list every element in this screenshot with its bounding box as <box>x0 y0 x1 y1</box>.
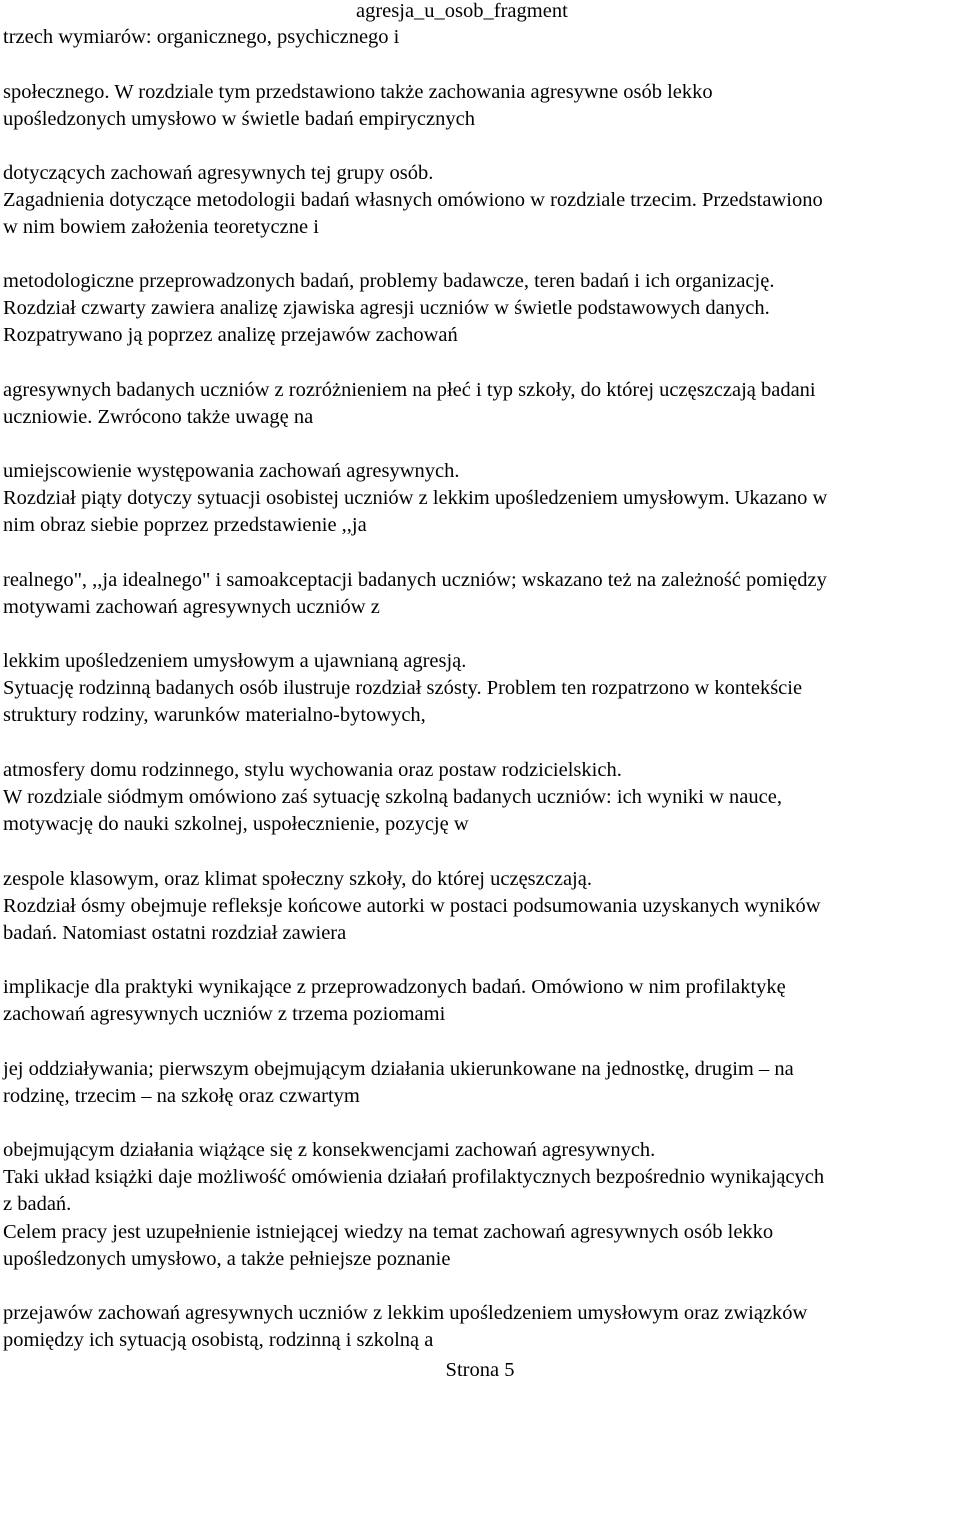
text-line: W rozdziale siódmym omówiono zaś sytuację szkolną badanych uczniów: ich wyniki w nauce, <box>3 786 782 808</box>
text-line: upośledzonych umysłowo w świetle badań empirycznych <box>3 108 475 130</box>
text-line: Rozdział ósmy obejmuje refleksje końcowe autorki w postaci podsumowania uzyskanych wyników <box>3 895 821 917</box>
text-line: Zagadnienia dotyczące metodologii badań własnych omówiono w rozdziale trzecim. Przedstawiono <box>3 189 823 211</box>
text-line: przejawów zachowań agresywnych uczniów z lekkim upośledzeniem umysłowym oraz związków <box>3 1302 808 1324</box>
text-line: upośledzonych umysłowo, a także pełniejsze poznanie <box>3 1248 451 1270</box>
text-line: jej oddziaływania; pierwszym obejmującym działania ukierunkowane na jednostkę, drugim – na <box>3 1058 794 1080</box>
text-line: implikacje dla praktyki wynikające z przeprowadzonych badań. Omówiono w nim profilaktykę <box>3 976 786 998</box>
page-number: Strona 5 <box>445 1359 515 1381</box>
text-line: lekkim upośledzeniem umysłowym a ujawnianą agresją. <box>3 650 467 672</box>
text-line: w nim bowiem założenia teoretyczne i <box>3 216 319 238</box>
text-line: zachowań agresywnych uczniów z trzema poziomami <box>3 1003 446 1025</box>
text-line: uczniowie. Zwrócono także uwagę na <box>3 406 314 428</box>
document-title: agresja_u_osob_fragment <box>356 0 568 22</box>
text-line: rodzinę, trzecim – na szkołę oraz czwartym <box>3 1085 360 1107</box>
text-line: Celem pracy jest uzupełnienie istniejącej wiedzy na temat zachowań agresywnych osób lekko <box>3 1221 774 1243</box>
text-line: motywami zachowań agresywnych uczniów z <box>3 596 380 618</box>
text-line: atmosfery domu rodzinnego, stylu wychowania oraz postaw rodzicielskich. <box>3 759 622 781</box>
text-line: społecznego. W rozdziale tym przedstawiono także zachowania agresywne osób lekko <box>3 81 713 103</box>
text-line: badań. Natomiast ostatni rozdział zawiera <box>3 922 347 944</box>
text-line: z badań. <box>3 1193 72 1215</box>
text-line: pomiędzy ich sytuacją osobistą, rodzinną i szkolną a <box>3 1329 434 1351</box>
document-header <box>0 0 960 24</box>
page-footer <box>0 1357 960 1383</box>
text-line: motywację do nauki szkolnej, uspołecznienie, pozycję w <box>3 813 469 835</box>
text-line: umiejscowienie występowania zachowań agresywnych. <box>3 460 460 482</box>
text-line: trzech wymiarów: organicznego, psychicznego i <box>3 26 400 48</box>
text-line: obejmującym działania wiążące się z konsekwencjami zachowań agresywnych. <box>3 1139 656 1161</box>
text-line: metodologiczne przeprowadzonych badań, problemy badawcze, teren badań i ich organizację. <box>3 270 775 292</box>
text-line: Sytuację rodzinną badanych osób ilustruje rozdział szósty. Problem ten rozpatrzono w kontekście <box>3 677 803 699</box>
text-line: Rozdział piąty dotyczy sytuacji osobistej uczniów z lekkim upośledzeniem umysłowym. Ukazano w <box>3 487 828 509</box>
text-line: struktury rodziny, warunków materialno-bytowych, <box>3 704 426 726</box>
text-line: Rozdział czwarty zawiera analizę zjawiska agresji uczniów w świetle podstawowych danych. <box>3 297 770 319</box>
text-line: dotyczących zachowań agresywnych tej grupy osób. <box>3 162 434 184</box>
text-line: zespole klasowym, oraz klimat społeczny szkoły, do której uczęszczają. <box>3 868 592 890</box>
text-line: realnego", ,,ja idealnego" i samoakceptacji badanych uczniów; wskazano też na zależność pomiędzy <box>3 569 827 591</box>
text-line: nim obraz siebie poprzez przedstawienie ,,ja <box>3 514 367 536</box>
text-line: agresywnych badanych uczniów z rozróżnieniem na płeć i typ szkoły, do której uczęszczają badani <box>3 379 816 401</box>
text-line: Rozpatrywano ją poprzez analizę przejawów zachowań <box>3 324 458 346</box>
text-line: Taki układ książki daje możliwość omówienia działań profilaktycznych bezpośrednio wynikających <box>3 1166 825 1188</box>
